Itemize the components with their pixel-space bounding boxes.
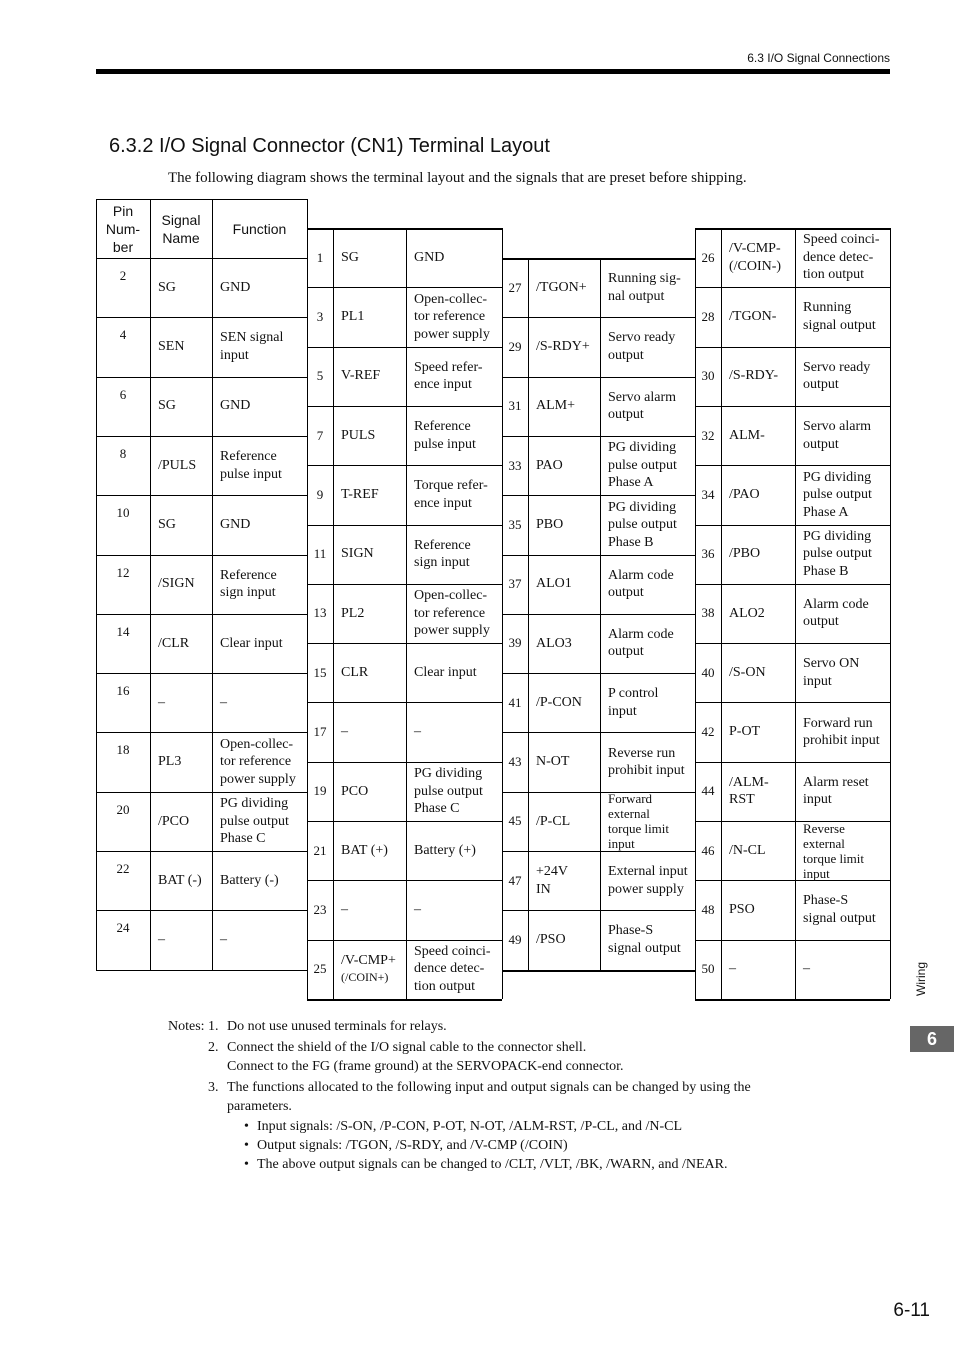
- signal-name: [528, 792, 600, 851]
- signal-name-text: +24V IN: [536, 864, 569, 897]
- pin-number: 20: [116, 801, 130, 817]
- pin-number: 11: [313, 546, 327, 562]
- function-text: Running signal output: [803, 300, 876, 333]
- function-text: PG dividing pulse output Phase C: [414, 766, 483, 817]
- pin-number: 29: [508, 338, 522, 354]
- bullet-icon: •: [244, 1138, 249, 1153]
- function-text: PG dividing pulse output Phase C: [220, 796, 289, 847]
- signal-name: [333, 584, 406, 643]
- signal-name: [721, 406, 795, 465]
- signal-name: [333, 762, 406, 821]
- pin-number: 41: [508, 694, 522, 710]
- function-text: Clear input: [414, 664, 477, 680]
- signal-name: [721, 525, 795, 584]
- function-text: PG dividing pulse output Phase B: [803, 528, 872, 579]
- pin-number: 25: [313, 961, 327, 977]
- note-2-cont: Connect to the FG (frame ground) at the SERVOPACK-end connector.: [227, 1059, 624, 1074]
- signal-name-text: /PCO: [158, 813, 190, 829]
- signal-name: [333, 821, 406, 880]
- function-text: PG dividing pulse output Phase A: [608, 440, 677, 491]
- function-text: Alarm code output: [803, 596, 869, 630]
- function-text: Open-collec- tor reference power supply: [220, 736, 296, 787]
- signal-name-text: ALO3: [536, 635, 572, 651]
- bullet-icon: •: [244, 1157, 249, 1172]
- pin-number: 28: [701, 308, 715, 324]
- signal-name: [150, 377, 212, 436]
- signal-name: [721, 940, 795, 999]
- signal-name-text: BAT (-): [158, 872, 202, 888]
- signal-name-text: PL1: [341, 309, 365, 325]
- function-text: –: [220, 932, 227, 948]
- signal-name-text: P-OT: [729, 724, 761, 740]
- note-2: Connect the shield of the I/O signal cable to the connector shell.: [227, 1040, 587, 1055]
- signal-name: [333, 525, 406, 584]
- pin-number: 50: [701, 961, 715, 977]
- pin-number: 10: [116, 505, 130, 521]
- pin-number: 48: [701, 901, 715, 917]
- table-rule: [307, 199, 308, 228]
- signal-name-text: PL2: [341, 605, 365, 621]
- function-text: Forward external torque limit input: [608, 791, 670, 852]
- signal-name-text: /S-RDY-: [729, 368, 779, 384]
- signal-name: [721, 643, 795, 702]
- pin-number: 23: [313, 901, 327, 917]
- pin-number: 30: [701, 368, 715, 384]
- signal-name: [333, 347, 406, 406]
- function-text: Reference pulse input: [414, 419, 476, 452]
- signal-name: [721, 584, 795, 643]
- signal-name: [333, 406, 406, 465]
- table-rule: [96, 970, 307, 971]
- pin-number: 44: [701, 783, 715, 799]
- function-text: Speed refer- ence input: [414, 359, 483, 393]
- function-text: Speed coinci- dence detec- tion output: [414, 943, 491, 994]
- pin-number: 19: [313, 783, 327, 799]
- signal-name-text: –: [341, 724, 348, 740]
- signal-name: [333, 880, 406, 939]
- function-text: Servo alarm output: [608, 389, 677, 423]
- signal-name-alt: (/COIN+): [341, 970, 389, 985]
- pin-number: 1: [316, 249, 324, 265]
- signal-name: [150, 495, 212, 554]
- signal-name: [528, 614, 600, 673]
- pin-number: 35: [508, 516, 522, 532]
- signal-name-text: –: [729, 961, 736, 977]
- pin-number: 46: [701, 842, 715, 858]
- table-header-signal: Signal Name: [161, 211, 201, 246]
- function-text: Servo ON input: [803, 656, 860, 689]
- signal-name: [721, 880, 795, 939]
- signal-name-text: PAO: [536, 457, 563, 473]
- table-header-pin: Pin Num- ber: [105, 202, 141, 255]
- pin-number: 4: [119, 327, 127, 343]
- function-text: –: [414, 724, 421, 740]
- signal-name: [528, 673, 600, 732]
- note-3: The functions allocated to the following input and output signals can be changed by using the: [227, 1080, 751, 1095]
- function-text: Servo ready output: [608, 330, 676, 363]
- signal-name-text: /S-ON: [729, 664, 766, 680]
- signal-name-text: PSO: [729, 902, 755, 918]
- side-tab-label: Wiring: [914, 961, 929, 997]
- pin-number: 8: [119, 445, 127, 461]
- function-text: Battery (-): [220, 872, 279, 888]
- pin-number: 22: [116, 861, 130, 876]
- function-text: P control input: [608, 686, 659, 719]
- signal-name-text: /CLR: [158, 635, 190, 651]
- signal-name-text: ALO1: [536, 576, 572, 592]
- pin-number: 33: [508, 457, 522, 473]
- signal-name: [528, 555, 600, 614]
- section-title: 6.3.2 I/O Signal Connector (CN1) Terminal Layout: [109, 135, 550, 157]
- function-text: Phase-S signal output: [608, 923, 681, 956]
- pin-number: 7: [316, 427, 324, 443]
- signal-name-text: SIGN: [341, 546, 374, 562]
- header-rule: [96, 69, 890, 74]
- signal-name: [721, 762, 795, 821]
- signal-name-text: –: [158, 932, 165, 948]
- pin-number: 21: [313, 842, 327, 858]
- signal-name: [333, 287, 406, 346]
- pin-number: 49: [508, 931, 522, 947]
- function-text: –: [803, 961, 810, 977]
- function-text: Open-collec- tor reference power supply: [414, 291, 490, 342]
- signal-name-text: CLR: [341, 664, 369, 680]
- signal-name: [333, 940, 406, 999]
- signal-name-text: PCO: [341, 783, 369, 799]
- signal-name-text: SG: [158, 398, 176, 414]
- note-1: Do not use unused terminals for relays.: [227, 1019, 447, 1034]
- function-text: –: [220, 694, 227, 710]
- signal-name-text: /P-CON: [536, 694, 582, 710]
- function-text: Speed coinci- dence detec- tion output: [803, 232, 880, 283]
- pin-number: 43: [508, 754, 522, 770]
- table-rule: [890, 228, 891, 999]
- page-number: 6-11: [893, 1300, 930, 1321]
- pin-number: 12: [116, 564, 130, 580]
- pin-number: 3: [316, 308, 324, 324]
- function-text: Servo ready output: [803, 359, 871, 393]
- table-header-function: Function: [232, 220, 287, 237]
- pin-number: 38: [701, 605, 715, 621]
- signal-name: [528, 377, 600, 436]
- pin-number: 39: [508, 635, 522, 651]
- signal-name-text: /SIGN: [158, 576, 195, 592]
- function-text: Reference sign input: [414, 537, 471, 571]
- signal-name-text: N-OT: [536, 754, 570, 770]
- function-text: Torque refer- ence input: [414, 478, 488, 511]
- signal-name: [150, 673, 212, 732]
- function-text: GND: [220, 398, 251, 414]
- chapter-tab: 6: [910, 1026, 954, 1052]
- note-label: Notes: 1.: [168, 1019, 219, 1034]
- pin-number: 26: [701, 249, 715, 265]
- note-bullet-1: Input signals: /S-ON, /P-CON, P-OT, N-OT, /ALM-RST, /P-CL, and /N-CL: [257, 1119, 683, 1134]
- signal-name-text: /V-CMP+: [341, 952, 396, 968]
- function-text: Reverse run prohibit input: [608, 745, 685, 779]
- signal-name: [528, 851, 600, 910]
- signal-name-text: /PSO: [536, 932, 566, 948]
- function-text: Alarm code output: [608, 567, 674, 601]
- function-text: Phase-S signal output: [803, 893, 876, 926]
- function-text: PG dividing pulse output Phase B: [608, 499, 677, 550]
- pin-number: 16: [116, 683, 130, 699]
- signal-name: [333, 228, 406, 287]
- function-text: GND: [220, 517, 251, 533]
- signal-name-text: PL3: [158, 754, 182, 770]
- pin-number: 45: [508, 813, 522, 829]
- table-rule: [502, 970, 695, 972]
- pin-number: 9: [316, 486, 324, 502]
- signal-name: [528, 732, 600, 791]
- function-text: External input power supply: [608, 864, 688, 897]
- signal-name: [528, 495, 600, 554]
- signal-name-text: SG: [158, 517, 176, 533]
- function-text: PG dividing pulse output Phase A: [803, 469, 872, 520]
- signal-name-text: /S-RDY+: [536, 339, 590, 355]
- pin-number: 13: [313, 605, 327, 621]
- signal-name: [150, 851, 212, 910]
- pin-number: 18: [116, 742, 130, 758]
- intro-text: The following diagram shows the terminal layout and the signals that are preset before shipping.: [168, 170, 747, 186]
- signal-name: [721, 702, 795, 761]
- signal-name-text: /ALM- RST: [729, 774, 769, 808]
- pin-number: 2: [119, 268, 127, 283]
- function-text: Alarm reset input: [803, 774, 869, 808]
- pin-number: 17: [313, 724, 327, 740]
- signal-name: [333, 702, 406, 761]
- pin-number: 32: [701, 427, 715, 443]
- signal-name: [333, 465, 406, 524]
- table-rule: [307, 999, 502, 1001]
- function-text: SEN signal input: [220, 330, 284, 363]
- signal-name-text: /PULS: [158, 457, 197, 473]
- signal-name: [150, 258, 212, 317]
- function-text: –: [414, 902, 421, 918]
- signal-name-text: ALM+: [536, 398, 576, 414]
- function-text: GND: [220, 279, 251, 295]
- pin-number: 47: [508, 872, 522, 888]
- function-text: Open-collec- tor reference power supply: [414, 588, 490, 639]
- signal-name: [150, 910, 212, 969]
- signal-name: [150, 792, 212, 851]
- function-text: Running sig- nal output: [608, 271, 681, 304]
- signal-name-text: V-REF: [341, 368, 381, 384]
- function-text: Reverse external torque limit input: [803, 820, 865, 881]
- pin-number: 36: [701, 546, 715, 562]
- function-text: Clear input: [220, 635, 283, 651]
- signal-name-text: /N-CL: [729, 842, 766, 858]
- table-rule: [695, 999, 890, 1001]
- signal-name-text: /PAO: [729, 487, 760, 503]
- signal-name: [528, 910, 600, 969]
- pin-number: 5: [316, 368, 324, 384]
- pin-number: 37: [508, 576, 522, 592]
- note-3-cont: parameters.: [227, 1099, 292, 1114]
- pin-number: 40: [701, 664, 715, 680]
- signal-name: [721, 821, 795, 880]
- signal-name: [150, 436, 212, 495]
- function-text: Battery (+): [414, 842, 476, 858]
- signal-name: [721, 228, 795, 287]
- function-text: Reference pulse input: [220, 449, 282, 482]
- pin-number: 42: [701, 724, 715, 740]
- note-3-number: 3.: [208, 1080, 219, 1095]
- pin-number: 27: [508, 279, 522, 295]
- function-text: Alarm code output: [608, 626, 674, 660]
- function-text: Servo alarm output: [803, 419, 872, 452]
- signal-name: [150, 614, 212, 673]
- function-text: Reference sign input: [220, 567, 277, 601]
- signal-name: [721, 287, 795, 346]
- signal-name-text: –: [158, 694, 165, 710]
- signal-name: [150, 555, 212, 614]
- signal-name-text: SG: [341, 249, 359, 265]
- signal-name: [528, 317, 600, 376]
- pin-number: 14: [116, 623, 130, 639]
- function-text: GND: [414, 249, 445, 265]
- signal-name-text: SEN: [158, 339, 185, 355]
- pin-number: 31: [508, 398, 522, 414]
- note-bullet-2: Output signals: /TGON, /S-RDY, and /V-CMP (/COIN): [257, 1138, 568, 1153]
- signal-name: [150, 317, 212, 376]
- signal-name-text: BAT (+): [341, 842, 388, 858]
- bullet-icon: •: [244, 1119, 249, 1134]
- signal-name-text: ALO2: [729, 605, 765, 621]
- signal-name-text: /TGON+: [536, 279, 587, 295]
- signal-name: [721, 465, 795, 524]
- signal-name-text: T-REF: [341, 487, 379, 503]
- signal-name: [150, 732, 212, 791]
- signal-name-text: SG: [158, 279, 176, 295]
- signal-name: [333, 643, 406, 702]
- pin-number: 15: [313, 664, 327, 680]
- signal-name-text: /V-CMP- (/COIN-): [729, 241, 782, 274]
- signal-name-text: /P-CL: [536, 813, 571, 829]
- pin-number: 24: [116, 920, 130, 936]
- signal-name: [721, 347, 795, 406]
- signal-name-text: PBO: [536, 517, 564, 533]
- note-bullet-3: The above output signals can be changed to /CLT, /VLT, /BK, /WARN, and /NEAR.: [257, 1157, 728, 1172]
- signal-name-text: /PBO: [729, 546, 761, 562]
- signal-name-text: PULS: [341, 427, 376, 443]
- running-header: 6.3 I/O Signal Connections: [747, 51, 890, 65]
- note-2-number: 2.: [208, 1040, 219, 1055]
- signal-name: [528, 258, 600, 317]
- function-text: Forward run prohibit input: [803, 715, 880, 749]
- signal-name: [528, 436, 600, 495]
- signal-name-text: ALM-: [729, 427, 765, 443]
- signal-name-text: /TGON-: [729, 309, 777, 325]
- pin-number: 6: [119, 386, 127, 402]
- pin-number: 34: [701, 486, 715, 502]
- signal-name-text: –: [341, 902, 348, 918]
